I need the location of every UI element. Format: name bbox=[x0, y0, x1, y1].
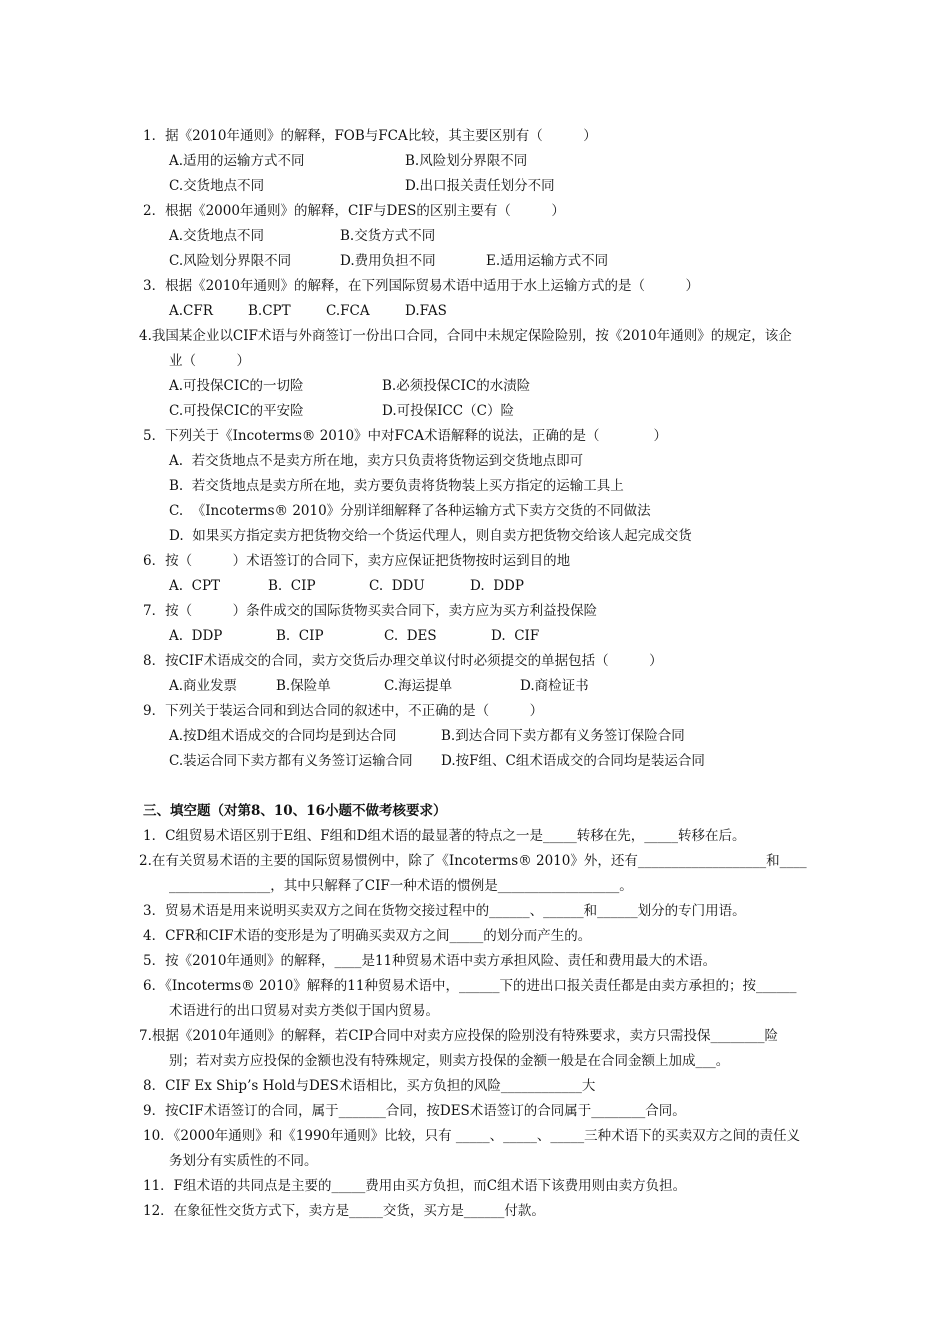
fill-q10-cont: 务划分有实质性的不同。 bbox=[169, 1153, 318, 1169]
q9-option-b: B.到达合同下卖方都有义务签订保险合同 bbox=[441, 728, 685, 744]
q9-option-d: D.按F组、C组术语成交的合同均是装运合同 bbox=[441, 753, 705, 769]
q2-option-d: D.费用负担不同 bbox=[340, 253, 436, 269]
q3-option-c: C.FCA bbox=[326, 303, 370, 319]
q4-option-c: C.可投保CIC的平安险 bbox=[169, 403, 304, 419]
q1-option-c: C.交货地点不同 bbox=[169, 178, 265, 194]
q4-stem: 4.我国某企业以CIF术语与外商签订一份出口合同，合同中未规定保险险别，按《2010年通则》的规定，该企 bbox=[139, 328, 792, 344]
q8-option-c: C.海运提单 bbox=[384, 678, 453, 694]
q4-stem-cont: 业（ ） bbox=[169, 353, 250, 369]
q3-option-a: A.CFR bbox=[169, 303, 213, 319]
q1-option-b: B.风险划分界限不同 bbox=[405, 153, 528, 169]
fill-q6: 6．《Incoterms® 2010》解释的11种贸易术语中，______下的进出口报关责任都是由卖方承担的；按______ bbox=[143, 978, 797, 994]
fill-q8: 8．CIF Ex Ship’s Hold与DES术语相比，买方负担的风险____________大 bbox=[143, 1078, 596, 1094]
q2-option-a: A.交货地点不同 bbox=[169, 228, 265, 244]
q1-stem: 1．据《2010年通则》的解释，FOB与FCA比较，其主要区别有（ ） bbox=[143, 128, 597, 144]
fill-q6-cont: 术语进行的出口贸易对卖方类似于国内贸易。 bbox=[169, 1003, 439, 1019]
q5-option-d: D. 如果买方指定卖方把货物交给一个货运代理人，则自卖方把货物交给该人起完成交货 bbox=[169, 528, 692, 544]
q5-option-c: C. 《Incoterms® 2010》分别详细解释了各种运输方式下卖方交货的不同做法 bbox=[169, 503, 651, 519]
q1-option-d: D.出口报关责任划分不同 bbox=[405, 178, 555, 194]
q8-stem: 8．按CIF术语成交的合同，卖方交货后办理交单议付时必须提交的单据包括（ ） bbox=[143, 653, 663, 669]
section-heading-fill-in: 三、填空题（对第8、10、16小题不做考核要求） bbox=[143, 803, 447, 819]
fill-q4: 4．CFR和CIF术语的变形是为了明确买卖双方之间_____的划分而产生的。 bbox=[143, 928, 592, 944]
q4-option-b: B.必须投保CIC的水渍险 bbox=[382, 378, 531, 394]
fill-q9: 9．按CIF术语签订的合同，属于_______合同，按DES术语签订的合同属于________合同。 bbox=[143, 1103, 686, 1119]
q5-stem: 5．下列关于《Incoterms® 2010》中对FCA术语解释的说法，正确的是（ ） bbox=[143, 428, 667, 444]
fill-q1: 1．C组贸易术语区别于E组、F组和D组术语的最显著的特点之一是_____转移在先，_____转移在后。 bbox=[143, 828, 746, 844]
q7-option-b: B. CIP bbox=[276, 628, 324, 644]
fill-q3: 3．贸易术语是用来说明买卖双方之间在货物交接过程中的______、______和______划分的专门用语。 bbox=[143, 903, 746, 919]
q3-option-d: D.FAS bbox=[405, 303, 447, 319]
fill-q7-cont: 别；若对卖方应投保的金额也没有特殊规定，则卖方投保的金额一般是在合同金额上加成___。 bbox=[169, 1053, 730, 1069]
q2-option-b: B.交货方式不同 bbox=[340, 228, 436, 244]
q3-option-b: B.CPT bbox=[248, 303, 291, 319]
q6-stem: 6．按（ ）术语签订的合同下，卖方应保证把货物按时运到目的地 bbox=[143, 553, 571, 569]
q6-option-c: C. DDU bbox=[369, 578, 425, 594]
q3-stem: 3．根据《2010年通则》的解释，在下列国际贸易术语中适用于水上运输方式的是（ ） bbox=[143, 278, 699, 294]
q6-option-a: A. CPT bbox=[169, 578, 221, 594]
fill-q5: 5．按《2010年通则》的解释，____是11种贸易术语中卖方承担风险、责任和费用最大的术语。 bbox=[143, 953, 717, 969]
q2-option-e: E.适用运输方式不同 bbox=[486, 253, 609, 269]
fill-q10: 10．《2000年通则》和《1990年通则》比较，只有 _____、_____、_____三种术语下的买卖双方之间的责任义 bbox=[143, 1128, 801, 1144]
q5-option-b: B. 若交货地点是卖方所在地，卖方要负责将货物装上买方指定的运输工具上 bbox=[169, 478, 624, 494]
fill-q7: 7.根据《2010年通则》的解释，若CIP合同中对卖方应投保的险别没有特殊要求，卖方只需投保________险 bbox=[139, 1028, 778, 1044]
fill-q12: 12．在象征性交货方式下，卖方是_____交货，买方是______付款。 bbox=[143, 1203, 545, 1219]
q8-option-d: D.商检证书 bbox=[520, 678, 589, 694]
fill-q2: 2.在有关贸易术语的主要的国际贸易惯例中，除了《Incoterms® 2010》外，还有___________________和____ bbox=[139, 853, 807, 869]
q7-option-d: D. CIF bbox=[491, 628, 540, 644]
q2-stem: 2．根据《2000年通则》的解释，CIF与DES的区别主要有（ ） bbox=[143, 203, 565, 219]
q8-option-a: A.商业发票 bbox=[169, 678, 238, 694]
q7-stem: 7．按（ ）条件成交的国际货物买卖合同下，卖方应为买方利益投保险 bbox=[143, 603, 598, 619]
q1-option-a: A.适用的运输方式不同 bbox=[169, 153, 305, 169]
fill-q11: 11．F组术语的共同点是主要的_____费用由买方负担，而C组术语下该费用则由卖方负担。 bbox=[143, 1178, 687, 1194]
q7-option-c: C. DES bbox=[384, 628, 437, 644]
fill-q2-cont: _______________，其中只解释了CIF一种术语的惯例是__________________。 bbox=[169, 878, 633, 894]
q6-option-b: B. CIP bbox=[268, 578, 316, 594]
q7-option-a: A. DDP bbox=[169, 628, 223, 644]
q8-option-b: B.保险单 bbox=[276, 678, 331, 694]
q9-option-a: A.按D组术语成交的合同均是到达合同 bbox=[169, 728, 397, 744]
q4-option-d: D.可投保ICC（C）险 bbox=[382, 403, 514, 419]
q5-option-a: A. 若交货地点不是卖方所在地，卖方只负责将货物运到交货地点即可 bbox=[169, 453, 584, 469]
q9-option-c: C.装运合同下卖方都有义务签订运输合同 bbox=[169, 753, 413, 769]
q4-option-a: A.可投保CIC的一切险 bbox=[169, 378, 304, 394]
q2-option-c: C.风险划分界限不同 bbox=[169, 253, 292, 269]
q6-option-d: D. DDP bbox=[470, 578, 524, 594]
q9-stem: 9．下列关于装运合同和到达合同的叙述中，不正确的是（ ） bbox=[143, 703, 544, 719]
